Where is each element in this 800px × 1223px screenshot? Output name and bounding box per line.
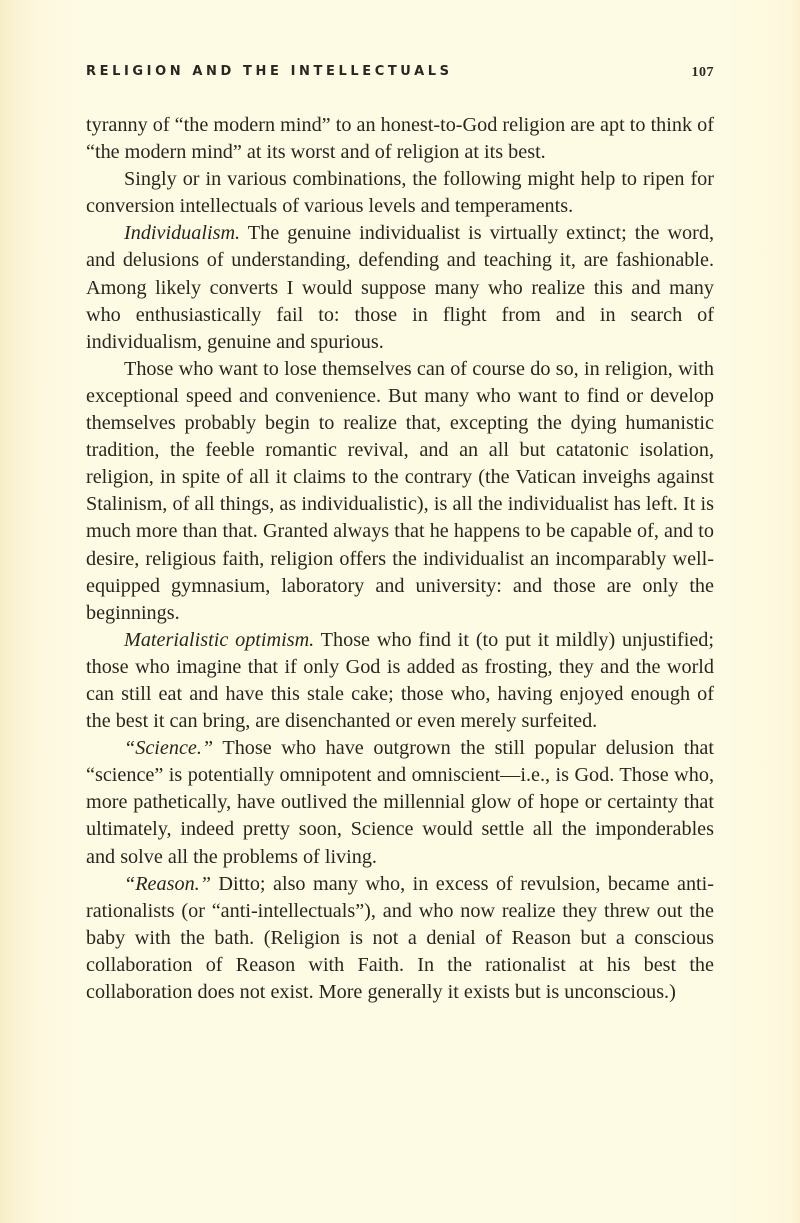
paragraph-lead-individualism: Individualism. — [124, 222, 241, 245]
paragraph-text: Those who find it (to put it mildly) unjustified; those who imagine that if only God is added as frosting, they and the world can still eat and have this stale cake; those who, having enjoyed enough of the best it can bring, are disenchanted or even merely surfeited. — [86, 628, 714, 733]
paragraph-materialistic-optimism — [86, 627, 714, 735]
running-head-title: RELIGION AND THE INTELLECTUALS — [86, 64, 453, 79]
paragraph-lead-science: “Science.” — [124, 737, 214, 760]
paragraph-intro — [86, 166, 714, 220]
running-head — [86, 62, 714, 84]
paragraph-lead-reason: “Reason.” — [124, 872, 211, 895]
paragraph-lose-themselves — [86, 356, 714, 627]
paragraph-text: Singly or in various combinations, the following might help to ripen for conversion intellectuals of various levels and temperaments. — [86, 168, 714, 218]
paragraph-individualism — [86, 220, 714, 355]
page-number: 107 — [691, 65, 714, 80]
paragraph-science — [86, 735, 714, 870]
paragraph-text: Ditto; also many who, in excess of revulsion, became anti-rationalists (or “anti-intellectuals”), and who now realize they threw out the baby with the bath. (Religion is not a denial of Reason but a conscious collaboration of Reason with Faith. In the rationalist at his best the collaboration does not exist. More generally it exists but is unconscious.) — [86, 872, 714, 1003]
body-text — [86, 112, 714, 1006]
paragraph-reason — [86, 871, 714, 1006]
paragraph-text: tyranny of “the modern mind” to an honest-to-God religion are apt to think of “the modern mind” at its worst and of religion at its best. — [86, 114, 714, 164]
paragraph-text: Those who have outgrown the still popular delusion that “science” is potentially omnipotent and omniscient—i.e., is God. Those who, more pathetically, have outlived the millennial glow of hope or certainty that ultimately, indeed pretty soon, Science would settle all the imponderables and solve all the problems of living. — [86, 737, 714, 868]
paragraph-continuation — [86, 112, 714, 166]
paragraph-lead-materialistic-optimism: Materialistic optimism. — [124, 628, 315, 651]
paragraph-text: Those who want to lose themselves can of course do so, in religion, with exceptional speed and convenience. But many who want to find or develop themselves probably begin to realize that, excepting the dying humanistic tradition, the feeble romantic revival, and an all but catatonic isolation, religion, in spite of all it claims to the contrary (the Vatican inveighs against Stalinism, of all things, as individualistic), is all the individualist has left. It is much more than that. Granted always that he happens to be capable of, and to desire, religious faith, religion offers the individualist an incomparably well-equipped gymnasium, laboratory and university: and those are only the beginnings. — [86, 357, 714, 624]
paragraph-text: The genuine individualist is virtually extinct; the word, and delusions of understanding, defending and teaching it, are fashionable. Among likely converts I would suppose many who realize this and many who enthusiastically fail to: those in flight from and in search of individualism, genuine and spurious. — [86, 222, 714, 353]
